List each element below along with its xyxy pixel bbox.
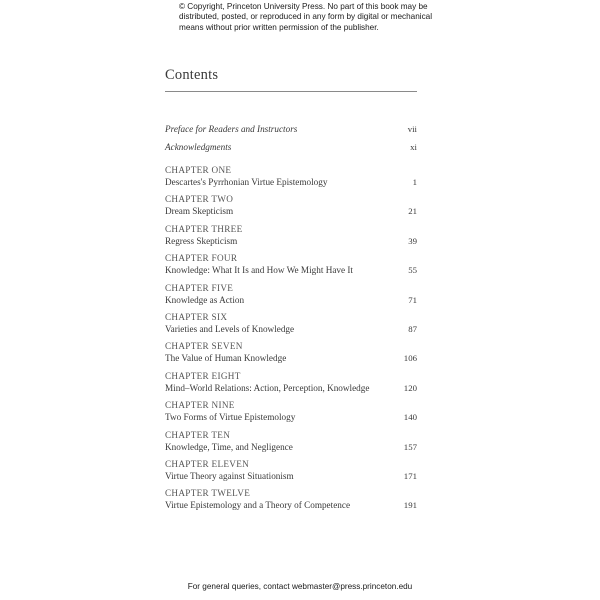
chapter-number: CHAPTER NINE bbox=[165, 400, 235, 411]
toc-entry-label: Preface for Readers and Instructors bbox=[165, 124, 298, 134]
chapter-title: Virtue Theory against Situationism bbox=[165, 470, 294, 481]
chapter-page: 106 bbox=[403, 353, 417, 364]
contents-title: Contents bbox=[165, 67, 219, 83]
copyright-line-3: means without prior written permission of the publisher. bbox=[179, 22, 379, 32]
chapter-title: Knowledge as Action bbox=[165, 294, 245, 305]
chapter-page: 55 bbox=[408, 265, 417, 276]
chapter-number: CHAPTER THREE bbox=[165, 223, 243, 234]
chapter-title: Knowledge, Time, and Negligence bbox=[165, 441, 293, 452]
chapter-title: Virtue Epistemology and a Theory of Competence bbox=[165, 500, 351, 511]
chapter-title: Two Forms of Virtue Epistemology bbox=[165, 412, 296, 423]
chapter-number: CHAPTER TWELVE bbox=[165, 488, 251, 499]
chapter-title: Knowledge: What It Is and How We Might Have It bbox=[165, 265, 353, 276]
chapter-page: 71 bbox=[408, 294, 417, 305]
chapter-title: Varieties and Levels of Knowledge bbox=[165, 323, 295, 334]
table-of-contents bbox=[165, 124, 417, 518]
toc-chapter-7[interactable] bbox=[165, 341, 417, 370]
chapter-number: CHAPTER ELEVEN bbox=[165, 458, 250, 469]
toc-chapter-2[interactable] bbox=[165, 194, 417, 223]
chapter-title: Regress Skepticism bbox=[165, 235, 238, 246]
chapter-number: CHAPTER TWO bbox=[165, 194, 234, 205]
chapter-page: 120 bbox=[403, 382, 417, 393]
chapter-page: 21 bbox=[408, 206, 417, 217]
toc-chapter-9[interactable] bbox=[165, 400, 417, 429]
chapter-number: CHAPTER EIGHT bbox=[165, 370, 241, 381]
copyright-notice bbox=[179, 2, 439, 33]
chapter-number: CHAPTER FIVE bbox=[165, 282, 234, 293]
chapter-title: Dream Skepticism bbox=[165, 206, 234, 217]
toc-entry-acknowledgments[interactable] bbox=[165, 142, 417, 160]
toc-chapter-3[interactable] bbox=[165, 224, 417, 253]
chapter-page: 157 bbox=[403, 441, 417, 452]
title-divider bbox=[165, 91, 417, 92]
toc-chapter-10[interactable] bbox=[165, 430, 417, 459]
chapter-page: 87 bbox=[408, 323, 417, 334]
chapter-number: CHAPTER SIX bbox=[165, 311, 228, 322]
toc-chapter-6[interactable] bbox=[165, 312, 417, 341]
toc-chapter-1[interactable] bbox=[165, 165, 417, 194]
toc-entry-page: vii bbox=[407, 124, 417, 134]
toc-entry-label: Acknowledgments bbox=[165, 142, 232, 152]
toc-entry-preface[interactable] bbox=[165, 124, 417, 142]
chapter-page: 191 bbox=[403, 500, 417, 511]
footer-contact: For general queries, contact webmaster@press.princeton.edu bbox=[187, 582, 413, 591]
chapter-title: Descartes's Pyrrhonian Virtue Epistemology bbox=[165, 177, 328, 187]
chapter-page: 39 bbox=[408, 235, 417, 246]
toc-chapter-12[interactable] bbox=[165, 488, 417, 517]
copyright-line-2: distributed, posted, or reproduced in any form by digital or mechanical bbox=[179, 12, 433, 22]
chapter-number: CHAPTER SEVEN bbox=[165, 341, 243, 352]
chapter-title: Mind–World Relations: Action, Perception, Knowledge bbox=[165, 382, 370, 393]
chapter-number: CHAPTER TEN bbox=[165, 429, 231, 440]
toc-chapter-4[interactable] bbox=[165, 253, 417, 282]
chapter-number: CHAPTER ONE bbox=[165, 165, 232, 175]
chapter-title: The Value of Human Knowledge bbox=[165, 353, 287, 364]
chapter-page: 1 bbox=[412, 177, 417, 187]
toc-chapter-8[interactable] bbox=[165, 371, 417, 400]
toc-entry-page: xi bbox=[410, 142, 417, 152]
chapter-page: 171 bbox=[403, 470, 417, 481]
copyright-line-1: © Copyright, Princeton University Press. No part of this book may be bbox=[179, 2, 428, 11]
toc-chapter-11[interactable] bbox=[165, 459, 417, 488]
chapter-number: CHAPTER FOUR bbox=[165, 253, 238, 264]
chapter-page: 140 bbox=[403, 412, 417, 423]
toc-chapter-5[interactable] bbox=[165, 283, 417, 312]
